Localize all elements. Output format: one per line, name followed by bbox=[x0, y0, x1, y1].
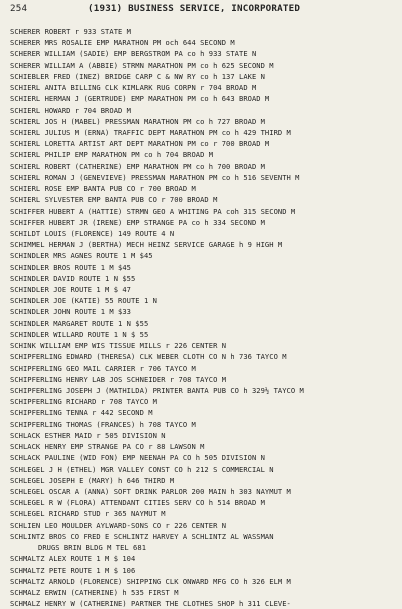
directory-entry: SCHINDLER BROS ROUTE 1 M $45 bbox=[10, 262, 131, 272]
directory-entry: SCHERER ROBERT r 933 STATE M bbox=[10, 27, 131, 36]
directory-entry: SCHIPFERLING GEO MAIL CARRIER r 706 TAYCO M bbox=[10, 363, 196, 373]
directory-entry: SCHLEGEL R W (FLORA) ATTENDANT CITIES SERV CO h 514 BROAD M bbox=[10, 498, 265, 508]
directory-entry: SCHIERL PHILIP EMP MARATHON PM co h 704 BROAD M bbox=[10, 150, 214, 160]
directory-entry: SCHLEGEL JOSEPH E (MARY) h 646 THIRD M bbox=[10, 475, 175, 485]
directory-entry: SCHLACK HENRY EMP STRANGE PA CO r 88 LAWSON M bbox=[10, 442, 205, 452]
directory-entry: SCHIPFERLING THOMAS (FRANCES) h 708 TAYCO M bbox=[10, 419, 196, 429]
directory-entry: SCHIERL HOWARD r 704 BROAD M bbox=[10, 105, 131, 115]
directory-entry: SCHLIEN LEO MOULDER AYLWARD-SONS CO r 226 CENTER N bbox=[10, 520, 227, 530]
directory-entry: SCHIERL ANITA BILLING CLK KIMLARK RUG CORPN r 704 BROAD M bbox=[10, 83, 257, 93]
directory-entry: SCHINDLER MRS AGNES ROUTE 1 M $45 bbox=[10, 251, 153, 261]
directory-entry: SCHLEGEL OSCAR A (ANNA) SOFT DRINK PARLOR 200 MAIN h 303 NAYMUT M bbox=[10, 486, 291, 496]
directory-entry: SCHIFFER HUBERT A (HATTIE) STRMN GEO A WHITING PA coh 315 SECOND M bbox=[10, 206, 296, 216]
directory-entry: SCHINDLER DAVID ROUTE 1 N $55 bbox=[10, 273, 136, 283]
directory-entry: SCHINDLER MARGARET ROUTE 1 N $55 bbox=[10, 318, 149, 328]
directory-entry: DRUGS BRIN BLDG M TEL 681 bbox=[38, 543, 147, 553]
page-number: 254 bbox=[10, 3, 28, 14]
directory-entry: SCHILDT LOUIS (FLORENCE) 149 ROUTE 4 N bbox=[10, 228, 175, 238]
directory-entry: SCHIERL JOS H (MABEL) PRESSMAN MARATHON PM co h 727 BROAD M bbox=[10, 116, 265, 126]
directory-entry: SCHIERL ROMAN J (GENEVIEVE) PRESSMAN MARATHON PM co h 516 SEVENTH M bbox=[10, 172, 300, 182]
directory-entry: SCHIFFER HUBERT JR (IRENE) EMP STRANGE PA co h 334 SECOND M bbox=[10, 217, 265, 227]
directory-entry: SCHIERL ROBERT (CATHERINE) EMP MARATHON PM co h 700 BROAD M bbox=[10, 161, 265, 171]
directory-entry: SCHIERL HERMAN J (GERTRUDE) EMP MARATHON PM co h 643 BROAD M bbox=[10, 94, 270, 104]
directory-entry: SCHLINTZ BROS CO FRED E SCHLINTZ HARVEY A SCHLINTZ AL WASSMAN bbox=[10, 531, 274, 541]
directory-entry: SCHIPFERLING HENRY LAB JOS SCHNEIDER r 708 TAYCO M bbox=[10, 374, 227, 384]
directory-entry: SCHINDLER JOE (KATIE) 55 ROUTE 1 N bbox=[10, 296, 157, 306]
directory-entry: SCHIPFERLING EDWARD (THERESA) CLK WEBER CLOTH CO N h 736 TAYCO M bbox=[10, 352, 287, 362]
directory-entry: SCHLACK PAULINE (WID FON) EMP NEENAH PA CO h 505 DIVISION N bbox=[10, 453, 265, 463]
directory-entry: SCHMALTZ PETE ROUTE 1 M $ 106 bbox=[10, 565, 136, 575]
directory-entry: SCHIPFERLING TENNA r 442 SECOND M bbox=[10, 408, 153, 418]
directory-entry: SCHIMMEL HERMAN J (BERTHA) MECH HEINZ SERVICE GARAGE h 9 HIGH M bbox=[10, 240, 283, 250]
directory-entry: SCHIEBLER FRED (INEZ) BRIDGE CARP C & NW RY co h 137 LAKE N bbox=[10, 71, 265, 81]
directory-entry: SCHLEGEL J H (ETHEL) MGR VALLEY CONST CO h 212 S COMMERCIAL N bbox=[10, 464, 274, 474]
directory-entry: SCHERER MRS ROSALIE EMP MARATHON PM och 644 SECOND M bbox=[10, 38, 235, 48]
directory-entry: SCHIPFERLING JOSEPH J (MATHILDA) PRINTER BANTA PUB CO h 329½ TAYCO M bbox=[10, 386, 304, 395]
directory-entry: SCHIERL LORETTA ARTIST ART DEPT MARATHON PM co r 700 BROAD M bbox=[10, 139, 270, 149]
directory-entry: SCHINK WILLIAM EMP WIS TISSUE MILLS r 226 CENTER N bbox=[10, 341, 227, 351]
directory-entry: SCHIERL JULIUS M (ERNA) TRAFFIC DEPT MARATHON PM co h 429 THIRD M bbox=[10, 127, 291, 137]
directory-entry: SCHLACK ESTHER MAID r 505 DIVISION N bbox=[10, 430, 166, 440]
directory-entry: SCHINDLER JOE ROUTE 1 M $ 47 bbox=[10, 285, 131, 295]
directory-entry: SCHIPFERLING RICHARD r 708 TAYCO M bbox=[10, 397, 157, 407]
directory-listing bbox=[10, 26, 402, 609]
directory-entry: SCHINDLER WILLARD ROUTE 1 N $ 55 bbox=[10, 329, 149, 339]
directory-entry: SCHMALZ ERWIN (CATHERINE) h 535 FIRST M bbox=[10, 587, 179, 597]
directory-entry: SCHINDLER JOHN ROUTE 1 M $33 bbox=[10, 307, 131, 317]
directory-entry: SCHIERL ROSE EMP BANTA PUB CO r 700 BROAD M bbox=[10, 184, 196, 194]
directory-entry: SCHLEGEL RICHARD STUD r 365 NAYMUT M bbox=[10, 509, 166, 519]
directory-entry: SCHMALTZ ARNOLD (FLORENCE) SHIPPING CLK ONWARD MFG CO h 326 ELM M bbox=[10, 576, 291, 586]
directory-entry: SCHMALTZ ALEX ROUTE 1 M $ 104 bbox=[10, 554, 136, 564]
directory-entry: SCHMALZ HENRY W (CATHERINE) PARTNER THE CLOTHES SHOP h 311 CLEVE- bbox=[10, 599, 291, 609]
directory-entry: SCHIERL SYLVESTER EMP BANTA PUB CO r 700 BROAD M bbox=[10, 195, 218, 205]
page-title: (1931) BUSINESS SERVICE, INCORPORATED bbox=[88, 3, 301, 14]
directory-entry: SCHERER WILLIAM A (ABBIE) STRMN MARATHON PM co h 625 SECOND M bbox=[10, 60, 274, 70]
page-header bbox=[10, 3, 398, 17]
directory-entry: SCHERER WILLIAM (SADIE) EMP BERGSTROM PA co h 933 STATE N bbox=[10, 49, 257, 59]
